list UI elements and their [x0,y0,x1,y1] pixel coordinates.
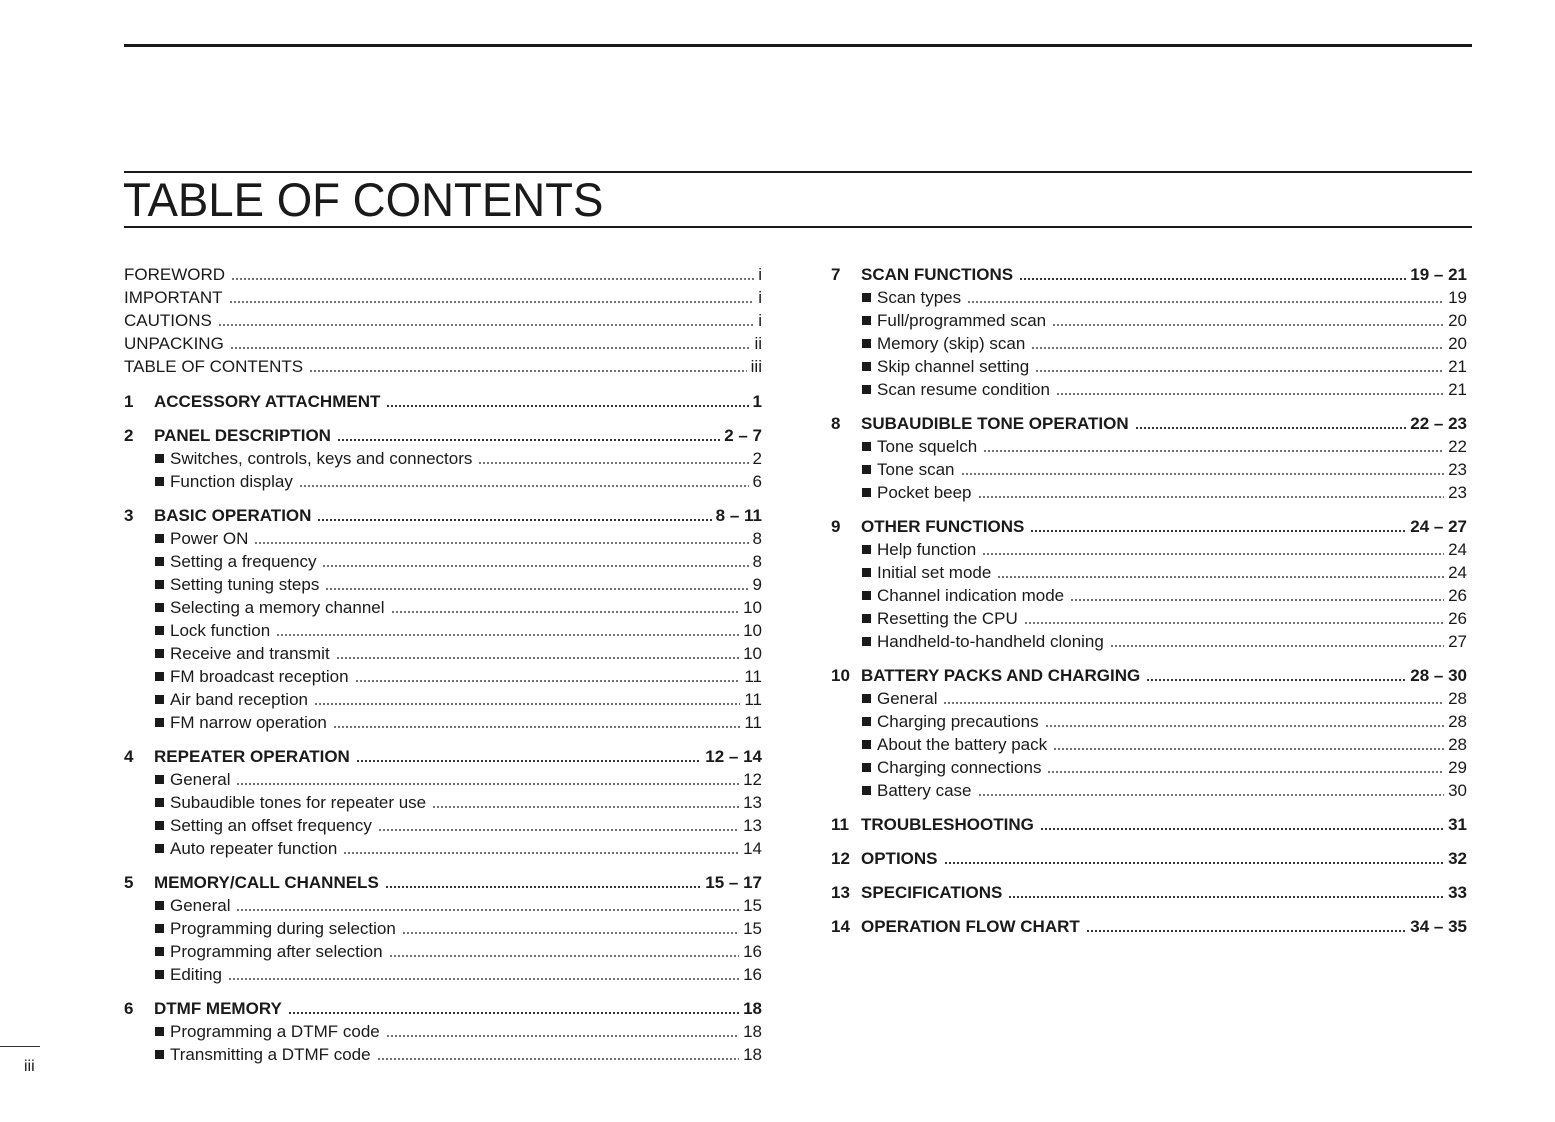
chapter-pages: 1 [752,392,762,411]
section-page: 10 [743,644,762,663]
front-matter-title: TABLE OF CONTENTS [124,357,304,376]
toc-front-entry[interactable] [124,355,762,378]
chapter-number: 7 [831,265,841,284]
chapter-number: 2 [124,426,134,445]
square-bullet-icon [862,763,871,772]
dot-leader [299,485,749,487]
section-title: Air band reception [170,690,308,709]
toc-section-entry[interactable] [831,355,1467,378]
chapter-title: OPERATION FLOW CHART [861,917,1080,936]
section-page: 21 [1448,380,1467,399]
dot-leader [1053,748,1444,750]
chapter-number: 10 [831,666,850,685]
chapter-number: 13 [831,883,850,902]
dot-leader [432,806,739,808]
toc-section-entry[interactable] [831,435,1467,458]
toc-section-entry[interactable] [124,940,762,963]
toc-section-entry[interactable] [831,332,1467,355]
dot-leader [343,852,739,854]
section-title: Full/programmed scan [877,311,1047,330]
square-bullet-icon [155,821,164,830]
dot-leader [325,588,748,590]
section-title: Initial set mode [877,563,992,582]
chapter-title: BATTERY PACKS AND CHARGING [861,666,1141,685]
dot-leader [254,542,748,544]
dot-leader [1030,530,1406,532]
square-bullet-icon [862,316,871,325]
square-bullet-icon [155,603,164,612]
section-title: Switches, controls, keys and connectors [170,449,473,468]
chapter-number: 11 [831,815,849,834]
square-bullet-icon [862,339,871,348]
toc-section-entry[interactable] [831,687,1467,710]
chapter-pages: 34 – 35 [1410,917,1467,936]
square-bullet-icon [155,798,164,807]
dot-leader [1146,679,1406,681]
section-title: Charging connections [877,758,1042,777]
toc-front-entry[interactable] [124,332,762,355]
dot-leader [336,657,739,659]
chapter-title: OTHER FUNCTIONS [861,517,1025,536]
square-bullet-icon [155,695,164,704]
square-bullet-icon [862,740,871,749]
section-page: 24 [1448,563,1467,582]
section-title: Programming during selection [170,919,396,938]
square-bullet-icon [155,454,164,463]
footer-rule [0,1046,40,1047]
toc-left-column [124,263,762,1066]
dot-leader [228,978,739,980]
dot-leader [1086,930,1406,932]
toc-section-entry[interactable] [831,286,1467,309]
section-title: FM narrow operation [170,713,327,732]
dot-leader [288,1012,739,1014]
chapter-title: BASIC OPERATION [154,506,312,525]
front-matter-page: iii [750,357,762,376]
square-bullet-icon [862,717,871,726]
dot-leader [1008,896,1444,898]
dot-leader [317,519,711,521]
section-title: Channel indication mode [877,586,1065,605]
toc-chapter-entry[interactable] [831,847,1467,870]
section-page: 14 [743,839,762,858]
square-bullet-icon [862,442,871,451]
section-title: Transmitting a DTMF code [170,1045,371,1064]
chapter-pages: 8 – 11 [715,506,762,525]
section-title: Setting tuning steps [170,575,320,594]
section-title: Resetting the CPU [877,609,1018,628]
section-page: 28 [1448,689,1467,708]
chapter-number: 8 [831,414,841,433]
square-bullet-icon [862,385,871,394]
toc-section-entry[interactable] [831,538,1467,561]
section-title: Auto repeater function [170,839,338,858]
dot-leader [1019,278,1406,280]
toc-right-column [831,263,1467,938]
section-title: Pocket beep [877,483,972,502]
header-rule [124,44,1472,47]
chapter-number: 3 [124,506,134,525]
section-title: Skip channel setting [877,357,1030,376]
dot-leader [1110,645,1444,647]
dot-leader [231,278,754,280]
dot-leader [1040,828,1444,830]
section-page: 23 [1448,460,1467,479]
toc-section-entry[interactable] [124,688,762,711]
dot-leader [391,611,740,613]
toc-section-entry[interactable] [124,711,762,734]
section-title: Programming a DTMF code [170,1022,380,1041]
square-bullet-icon [155,947,164,956]
dot-leader [1047,771,1444,773]
section-page: 8 [752,529,762,548]
chapter-pages: 12 – 14 [705,747,762,766]
toc-section-entry[interactable] [831,733,1467,756]
dot-leader [276,634,739,636]
section-page: 11 [744,713,762,732]
dot-leader [402,932,739,934]
section-title: Scan resume condition [877,380,1050,399]
section-page: 21 [1448,357,1467,376]
square-bullet-icon [155,1027,164,1036]
chapter-pages: 33 [1448,883,1467,902]
section-title: Tone scan [877,460,955,479]
dot-leader [314,703,740,705]
dot-leader [1024,622,1444,624]
section-page: 9 [752,575,762,594]
chapter-title: OPTIONS [861,849,938,868]
toc-front-entry[interactable] [124,286,762,309]
toc-chapter-entry[interactable] [124,871,762,894]
dot-leader [386,405,748,407]
section-page: 20 [1448,334,1467,353]
square-bullet-icon [155,477,164,486]
chapter-pages: 32 [1448,849,1467,868]
square-bullet-icon [862,637,871,646]
section-page: 15 [743,896,762,915]
toc-section-entry[interactable] [124,470,762,493]
chapter-title: ACCESSORY ATTACHMENT [154,392,381,411]
toc-section-entry[interactable] [831,630,1467,653]
toc-section-entry[interactable] [831,309,1467,332]
page-number: iii [24,1058,35,1075]
chapter-title: PANEL DESCRIPTION [154,426,331,445]
chapter-title: MEMORY/CALL CHANNELS [154,873,379,892]
square-bullet-icon [155,901,164,910]
toc-section-entry[interactable] [831,378,1467,401]
square-bullet-icon [155,580,164,589]
square-bullet-icon [155,970,164,979]
section-page: 11 [744,690,762,709]
toc-section-entry[interactable] [124,768,762,791]
chapter-number: 14 [831,917,850,936]
title-rule-bottom [124,226,1472,228]
square-bullet-icon [155,626,164,635]
dot-leader [1070,599,1444,601]
dot-leader [385,886,701,888]
dot-leader [356,760,701,762]
section-page: 30 [1448,781,1467,800]
dot-leader [389,955,739,957]
toc-chapter-entry[interactable] [831,263,1467,286]
toc-chapter-entry[interactable] [831,515,1467,538]
dot-leader [322,565,748,567]
dot-leader [967,301,1444,303]
chapter-title: SCAN FUNCTIONS [861,265,1014,284]
chapter-number: 12 [831,849,850,868]
toc-section-entry[interactable] [124,814,762,837]
section-title: Charging precautions [877,712,1039,731]
front-matter-title: FOREWORD [124,265,226,284]
section-page: 8 [752,552,762,571]
section-title: Setting a frequency [170,552,317,571]
page-title: TABLE OF CONTENTS [123,173,604,226]
square-bullet-icon [155,924,164,933]
section-title: Editing [170,965,222,984]
section-page: 27 [1448,632,1467,651]
square-bullet-icon [862,786,871,795]
section-page: 23 [1448,483,1467,502]
section-page: 26 [1448,586,1467,605]
section-title: Battery case [877,781,972,800]
section-page: 6 [752,472,762,491]
square-bullet-icon [862,568,871,577]
front-matter-title: IMPORTANT [124,288,223,307]
chapter-title: DTMF MEMORY [154,999,282,1018]
front-matter-page: i [758,265,762,284]
chapter-title: SUBAUDIBLE TONE OPERATION [861,414,1129,433]
square-bullet-icon [862,488,871,497]
toc-section-entry[interactable] [124,791,762,814]
chapter-title: SPECIFICATIONS [861,883,1003,902]
toc-chapter-entry[interactable] [831,813,1467,836]
section-page: 15 [743,919,762,938]
section-title: Lock function [170,621,271,640]
toc-section-entry[interactable] [124,963,762,986]
square-bullet-icon [155,844,164,853]
toc-front-entry[interactable] [124,263,762,286]
toc-chapter-entry[interactable] [124,997,762,1020]
section-title: Power ON [170,529,249,548]
toc-chapter-entry[interactable] [124,745,762,768]
section-page: 26 [1448,609,1467,628]
section-page: 13 [743,793,762,812]
dot-leader [309,370,747,372]
chapter-number: 5 [124,873,134,892]
toc-chapter-entry[interactable] [124,424,762,447]
dot-leader [978,794,1445,796]
dot-leader [1031,347,1444,349]
section-page: 28 [1448,712,1467,731]
toc-section-entry[interactable] [124,894,762,917]
section-page: 12 [743,770,762,789]
section-title: FM broadcast reception [170,667,349,686]
dot-leader [236,783,739,785]
toc-section-entry[interactable] [124,1020,762,1043]
chapter-title: TROUBLESHOOTING [861,815,1034,834]
chapter-title: REPEATER OPERATION [154,747,350,766]
toc-section-entry[interactable] [831,561,1467,584]
section-page: 19 [1448,288,1467,307]
toc-chapter-entry[interactable] [831,412,1467,435]
square-bullet-icon [862,465,871,474]
toc-section-entry[interactable] [124,527,762,550]
section-page: 18 [743,1045,762,1064]
toc-section-entry[interactable] [124,917,762,940]
section-title: Programming after selection [170,942,383,961]
toc-section-entry[interactable] [124,837,762,860]
toc-section-entry[interactable] [831,756,1467,779]
chapter-pages: 18 [743,999,762,1018]
square-bullet-icon [862,694,871,703]
front-matter-page: ii [754,334,762,353]
section-page: 2 [752,449,762,468]
section-page: 22 [1448,437,1467,456]
toc-section-entry[interactable] [124,596,762,619]
square-bullet-icon [155,557,164,566]
section-title: Memory (skip) scan [877,334,1026,353]
toc-section-entry[interactable] [124,642,762,665]
dot-leader [378,829,739,831]
toc-chapter-entry[interactable] [124,390,762,413]
square-bullet-icon [862,591,871,600]
dot-leader [355,680,741,682]
chapter-pages: 22 – 23 [1410,414,1467,433]
dot-leader [1045,725,1444,727]
chapter-number: 1 [124,392,134,411]
toc-section-entry[interactable] [124,550,762,573]
section-title: General [877,689,938,708]
section-page: 11 [744,667,762,686]
dot-leader [982,553,1444,555]
dot-leader [236,909,739,911]
square-bullet-icon [155,1050,164,1059]
chapter-pages: 2 – 7 [724,426,762,445]
square-bullet-icon [862,293,871,302]
square-bullet-icon [155,718,164,727]
dot-leader [229,301,755,303]
dot-leader [377,1058,739,1060]
toc-section-entry[interactable] [831,607,1467,630]
square-bullet-icon [862,545,871,554]
square-bullet-icon [155,775,164,784]
toc-section-entry[interactable] [831,584,1467,607]
front-matter-page: i [758,311,762,330]
dot-leader [944,862,1445,864]
square-bullet-icon [862,614,871,623]
toc-section-entry[interactable] [124,619,762,642]
dot-leader [1052,324,1444,326]
section-title: Function display [170,472,293,491]
section-page: 10 [743,621,762,640]
toc-chapter-entry[interactable] [124,504,762,527]
dot-leader [230,347,751,349]
toc-section-entry[interactable] [831,779,1467,802]
toc-chapter-entry[interactable] [831,915,1467,938]
toc-section-entry[interactable] [124,573,762,596]
chapter-pages: 15 – 17 [705,873,762,892]
section-title: Tone squelch [877,437,978,456]
section-title: Selecting a memory channel [170,598,385,617]
dot-leader [386,1035,739,1037]
dot-leader [983,450,1444,452]
front-matter-title: UNPACKING [124,334,224,353]
chapter-number: 6 [124,999,134,1018]
toc-section-entry[interactable] [831,481,1467,504]
section-title: Help function [877,540,977,559]
chapter-pages: 19 – 21 [1410,265,1467,284]
section-page: 28 [1448,735,1467,754]
section-page: 16 [743,965,762,984]
dot-leader [943,702,1444,704]
section-page: 24 [1448,540,1467,559]
front-matter-title: CAUTIONS [124,311,212,330]
section-title: About the battery pack [877,735,1048,754]
dot-leader [218,324,754,326]
toc-section-entry[interactable] [124,447,762,470]
dot-leader [1135,427,1407,429]
toc-section-entry[interactable] [831,710,1467,733]
section-page: 20 [1448,311,1467,330]
dot-leader [997,576,1444,578]
section-title: Scan types [877,288,962,307]
toc-section-entry[interactable] [124,665,762,688]
dot-leader [333,726,741,728]
section-page: 29 [1448,758,1467,777]
toc-section-entry[interactable] [124,1043,762,1066]
dot-leader [478,462,748,464]
chapter-pages: 24 – 27 [1410,517,1467,536]
section-page: 13 [743,816,762,835]
chapter-pages: 28 – 30 [1410,666,1467,685]
section-page: 10 [743,598,762,617]
front-matter-page: i [758,288,762,307]
toc-chapter-entry[interactable] [831,664,1467,687]
section-page: 18 [743,1022,762,1041]
square-bullet-icon [155,534,164,543]
section-title: Handheld-to-handheld cloning [877,632,1104,651]
toc-front-entry[interactable] [124,309,762,332]
chapter-pages: 31 [1448,815,1467,834]
dot-leader [1035,370,1444,372]
square-bullet-icon [155,649,164,658]
chapter-number: 4 [124,747,134,766]
dot-leader [1056,393,1444,395]
section-page: 16 [743,942,762,961]
section-title: Subaudible tones for repeater use [170,793,427,812]
chapter-number: 9 [831,517,841,536]
section-title: Receive and transmit [170,644,330,663]
section-title: Setting an offset frequency [170,816,372,835]
section-title: General [170,770,231,789]
dot-leader [978,496,1445,498]
square-bullet-icon [862,362,871,371]
dot-leader [337,439,720,441]
dot-leader [961,473,1445,475]
section-title: General [170,896,231,915]
square-bullet-icon [155,672,164,681]
toc-chapter-entry[interactable] [831,881,1467,904]
toc-section-entry[interactable] [831,458,1467,481]
